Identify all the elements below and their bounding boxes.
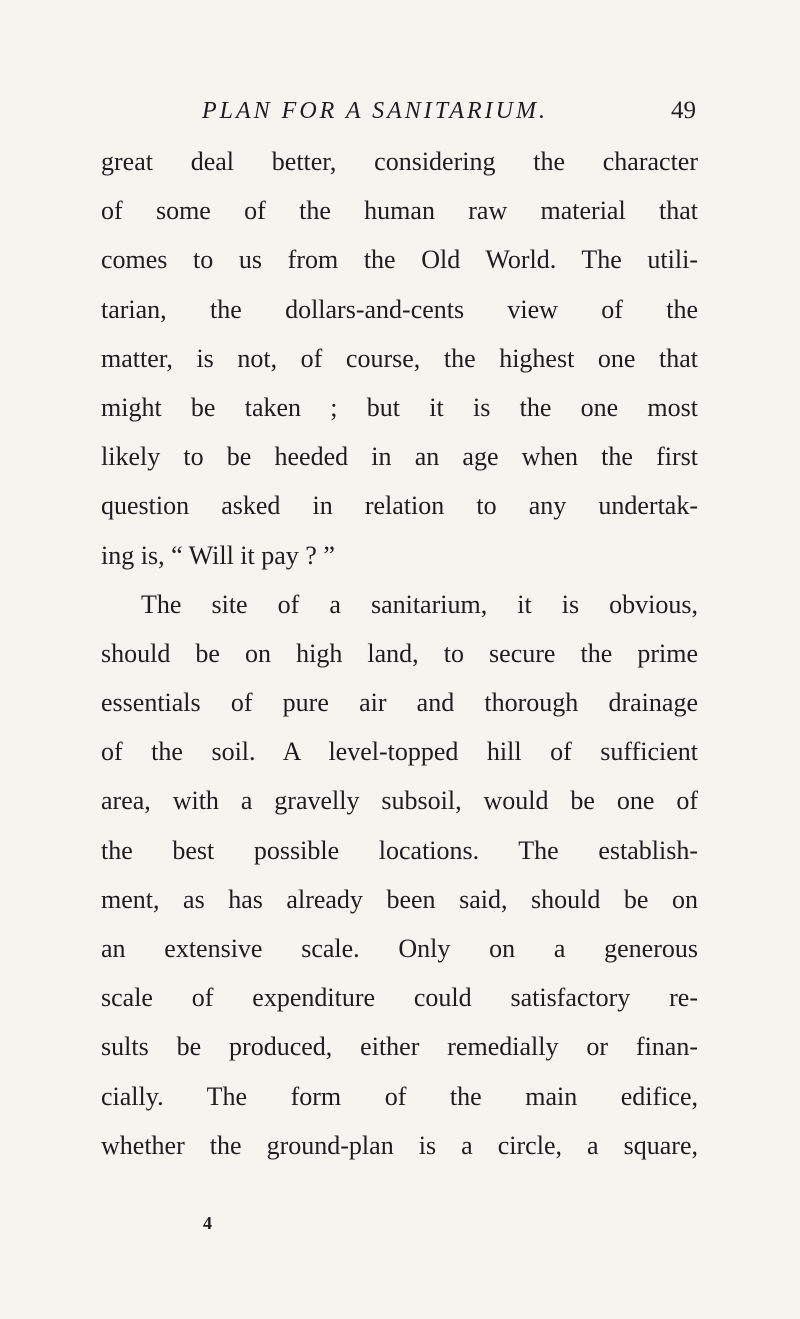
text-line: question asked in relation to any undertak- [101,491,698,521]
text-line: comes to us from the Old World. The utili- [101,245,698,275]
page-number: 49 [671,97,696,124]
text-line: should be on high land, to secure the prime [101,638,698,668]
text-line: likely to be heeded in an age when the first [101,442,698,472]
text-line: area, with a gravelly subsoil, would be one of [101,786,698,816]
running-title: PLAN FOR A SANITARIUM. [202,98,548,124]
text-line: might be taken ; but it is the one most [101,392,698,422]
text-line: tarian, the dollars-and-cents view of the [101,294,698,324]
text-line: the best possible locations. The establish- [101,835,698,865]
text-line: whether the ground-plan is a circle, a square, [101,1130,698,1160]
text-line: sults be produced, either remedially or finan- [101,1032,698,1062]
signature-mark: 4 [203,1213,212,1233]
running-head [100,91,700,131]
text-line: essentials of pure air and thorough drainage [101,688,698,718]
text-line: great deal better, considering the character [101,147,698,176]
text-line: ment, as has already been said, should be on [101,884,698,914]
body-text [101,137,698,1170]
text-line: an extensive scale. Only on a generous [101,934,698,963]
text-line: cially. The form of the main edifice, [101,1081,698,1111]
text-line: of some of the human raw material that [101,196,698,226]
paragraph-end-line: ing is, “ Will it pay ? ” [101,540,335,570]
text-line: of the soil. A level-topped hill of sufficient [101,737,698,767]
text-line: matter, is not, of course, the highest one that [101,343,698,373]
paragraph-start-line: The site of a sanitarium, it is obvious, [141,589,698,619]
text-line: scale of expenditure could satisfactory re- [101,983,698,1013]
